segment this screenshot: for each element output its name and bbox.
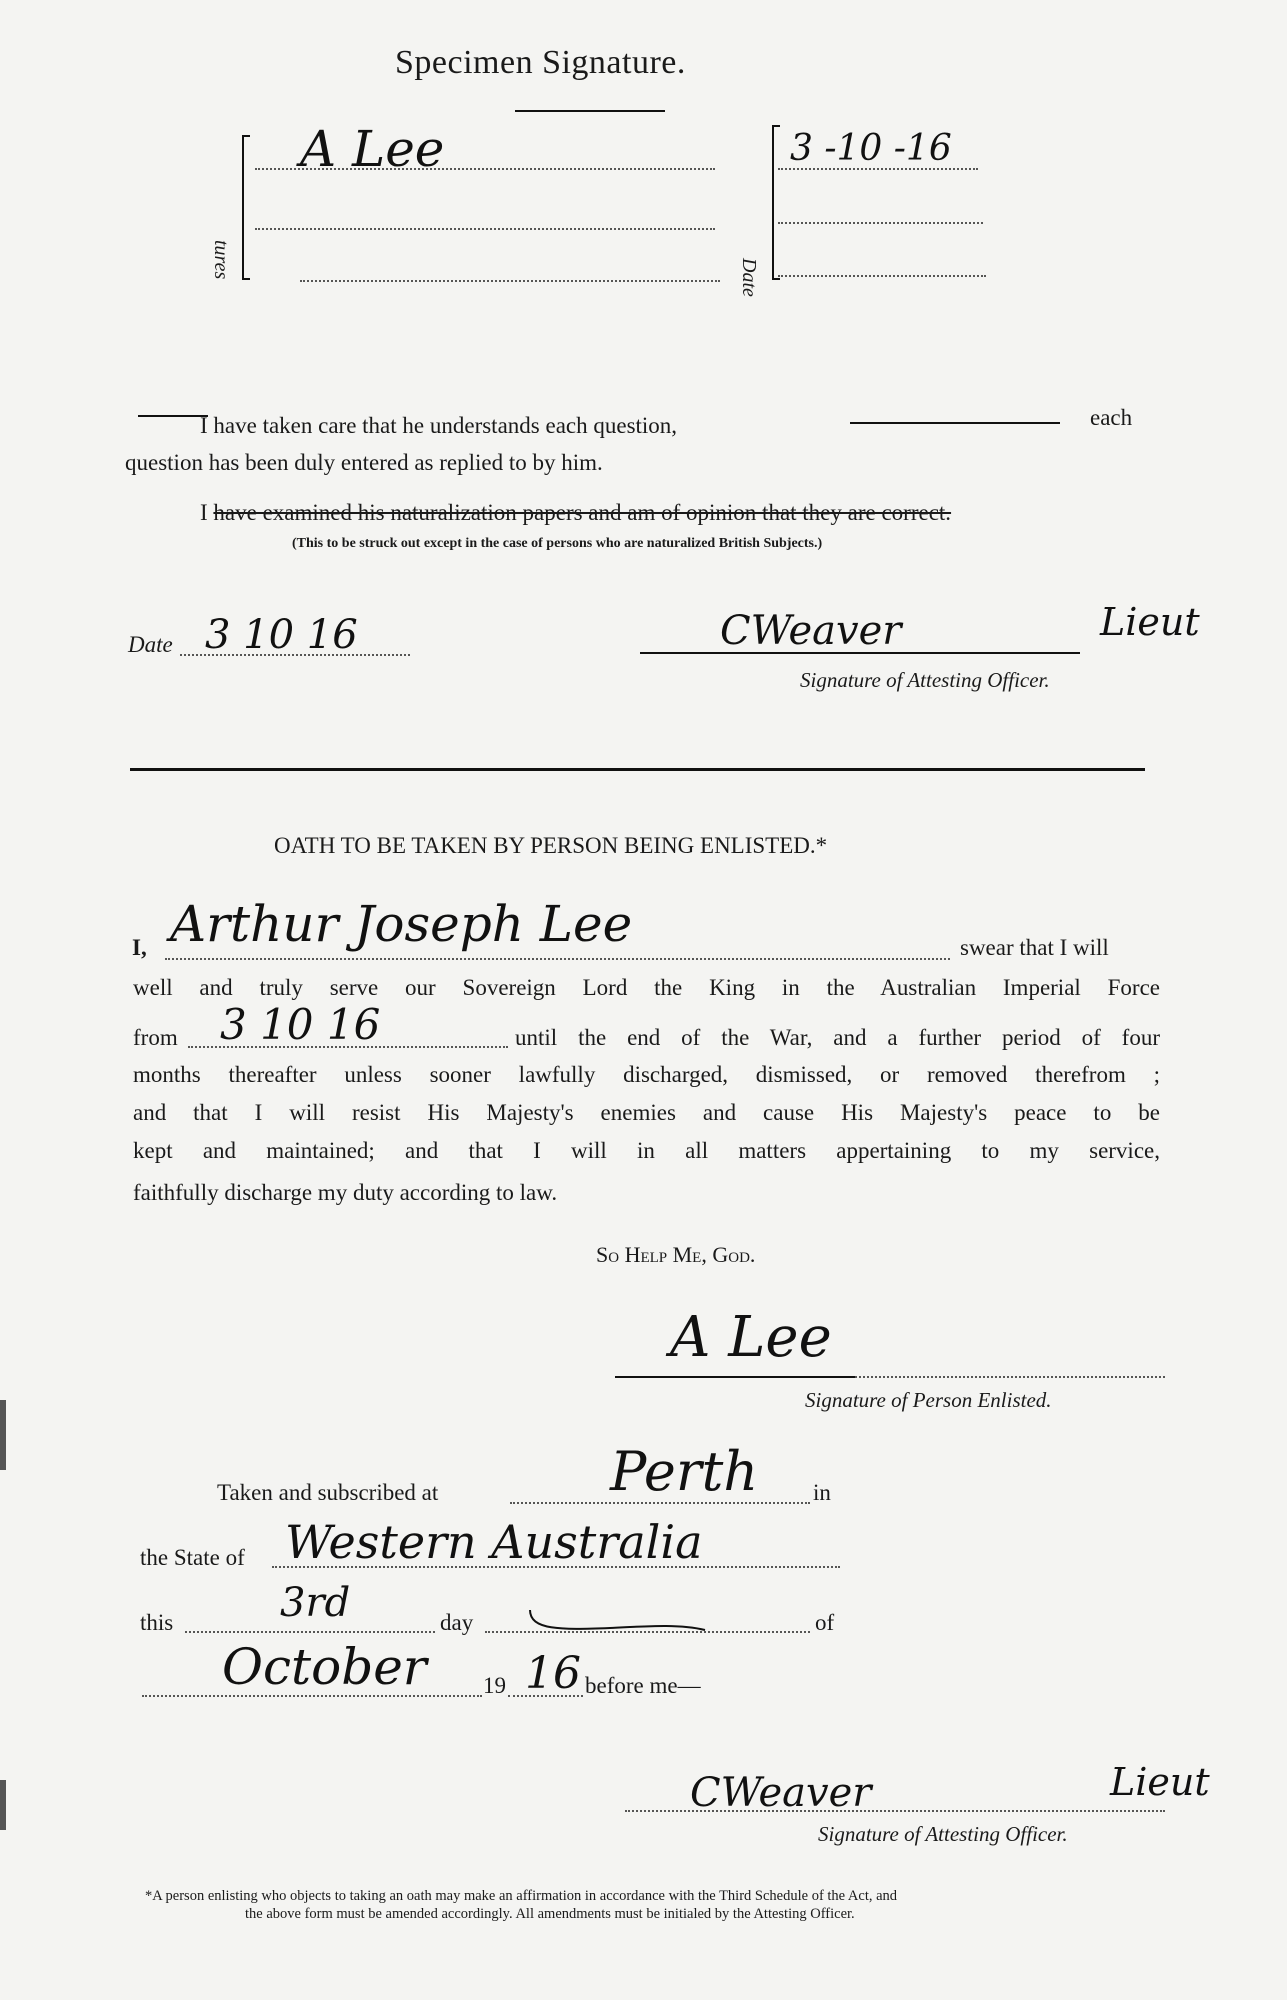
oath-line-7: faithfully discharge my duty according to law. [133,1180,558,1205]
date-label: Date [738,258,760,297]
of-label: of [815,1610,835,1635]
oath-closing: So Help Me, God. [596,1242,756,1267]
subscribed-day: 3rd [280,1580,351,1626]
taken-label: Taken and subscribed at [217,1480,439,1505]
footnote-line-1: *A person enlisting who objects to taking an oath may make an affirmation in accordance with the Third Schedule of the Act, and [145,1888,898,1904]
officer-signature: CWeaver [720,608,902,654]
subscribed-officer-rank: Lieut [1110,1760,1210,1804]
enlisted-signature: A Lee [670,1305,832,1370]
certificate-date-label: Date [128,632,173,657]
officer-caption: Signature of Attesting Officer. [800,668,1050,692]
naturalization-note: (This to be struck out except in the case of persons who are naturalized British Subjects.) [292,536,823,551]
oath-line-4: months thereafter unless sooner lawfully discharged, dismissed, or removed therefrom ; [133,1062,1160,1087]
oath-line-3-end: until the end of the War, and a further period of four [515,1025,1160,1050]
specimen-signature: A Lee [300,120,445,178]
date-bracket [772,125,774,280]
oath-from-label: from [133,1025,178,1050]
subscribed-place: Perth [610,1440,759,1503]
oath-line-1-end: swear that I will [960,935,1109,960]
oath-heading: OATH TO BE TAKEN BY PERSON BEING ENLISTED.* [274,833,828,858]
signatures-bracket [242,135,244,280]
signatures-label: tures [210,240,232,280]
section-divider [130,768,1145,771]
specimen-title: Specimen Signature. [395,44,686,81]
specimen-date: 3 -10 -16 [790,128,952,169]
day-flourish [520,1600,710,1640]
date-line-2 [778,222,983,224]
certificate-line-1-end: each [1090,405,1133,430]
signature-line-2 [255,228,715,230]
signature-line-3 [300,280,720,282]
naturalization-line: I have examined his naturalization papers and am of opinion that they are correct. [200,500,952,525]
flourish-stroke [530,1610,705,1630]
certificate-date: 3 10 16 [205,612,358,658]
title-underline [515,110,665,112]
date-line-1 [778,168,978,170]
oath-line-6: kept and maintained; and that I will in all matters appertaining to my service, [133,1138,1160,1163]
enlisted-caption: Signature of Person Enlisted. [805,1388,1052,1412]
subscribed-officer-signature: CWeaver [690,1770,872,1816]
day-label: day [440,1610,474,1635]
scan-edge-mark [0,1400,6,1470]
oath-from-date: 3 10 16 [220,1000,381,1049]
scan-edge-mark [0,1780,6,1830]
year-prefix: 19 [483,1673,506,1698]
officer-rank: Lieut [1100,600,1200,644]
year-suffix: 16 [525,1648,581,1699]
certificate-line-2: question has been duly entered as replied to by him. [125,450,603,475]
certificate-line-1: I have taken care that he understands each question, [200,413,678,438]
before-me: before me— [585,1673,701,1698]
oath-line-2: well and truly serve our Sovereign Lord the King in the Australian Imperial Force [133,975,1160,1000]
signature-line-1 [255,168,715,170]
footnote-line-2: the above form must be amended accordingly. All amendments must be initialed by the Attesting Officer. [245,1906,855,1922]
subscribed-month: October [222,1638,427,1696]
oath-line-5: and that I will resist His Majesty's enemies and cause His Majesty's peace to be [133,1100,1160,1125]
date-line-3 [778,275,986,277]
enlistee-name: Arthur Joseph Lee [170,895,633,953]
state-label: the State of [140,1545,245,1570]
in-label: in [813,1480,831,1505]
subscribed-officer-caption: Signature of Attesting Officer. [818,1822,1068,1846]
naturalization-struck-text: have examined his naturalization papers and am of opinion that they are correct. [213,500,952,525]
this-label: this [140,1610,174,1635]
oath-pronoun: I, [132,935,147,960]
subscribed-state: Western Australia [285,1515,703,1569]
